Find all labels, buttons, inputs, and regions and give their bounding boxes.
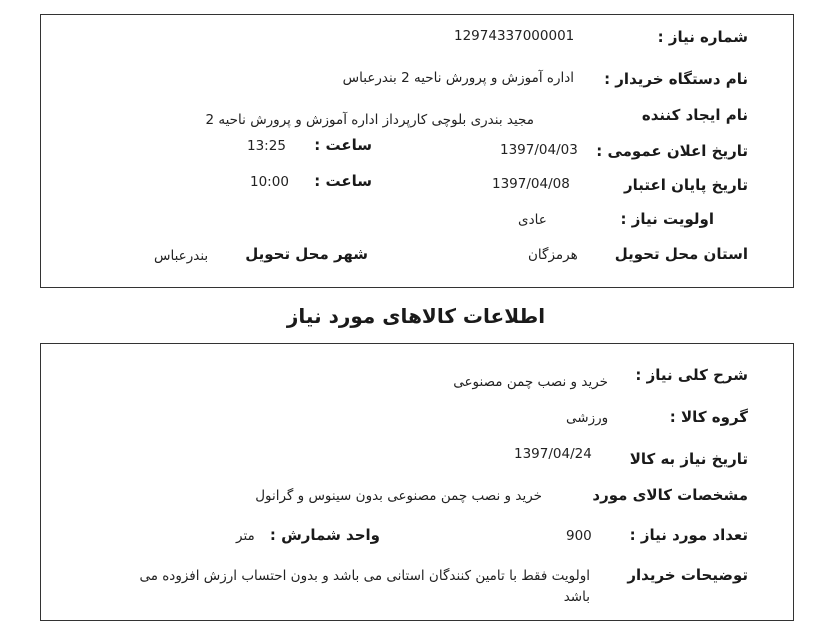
description-value: خرید و نصب چمن مصنوعی: [453, 374, 608, 390]
goods-group-label: گروه کالا :: [669, 408, 748, 426]
buyer-org-value: اداره آموزش و پرورش ناحیه 2 بندرعباس: [342, 70, 574, 86]
description-label: شرح کلی نیاز :: [635, 366, 748, 384]
announce-date-label: تاریخ اعلان عمومی :: [596, 142, 748, 160]
province-value: هرمزگان: [528, 247, 578, 263]
priority-label: اولویت نیاز :: [620, 210, 714, 228]
need-date-label: تاریخ نیاز به کالا: [629, 450, 748, 468]
city-label: شهر محل تحویل: [245, 245, 368, 263]
unit-value: متر: [236, 528, 255, 544]
quantity-value: 900: [566, 528, 592, 544]
section-title: اطلاعات کالاهای مورد نیاز: [286, 304, 546, 328]
announce-time-value: 13:25: [247, 138, 286, 154]
unit-label: واحد شمارش :: [269, 526, 380, 544]
need-date-value: 1397/04/24: [514, 446, 592, 462]
creator-value: مجید بندری بلوچی کارپرداز اداره آموزش و پرورش ناحیه 2: [205, 112, 534, 128]
validity-date-value: 1397/04/08: [492, 176, 570, 192]
announce-time-label: ساعت :: [314, 136, 372, 154]
quantity-label: تعداد مورد نیاز :: [629, 526, 748, 544]
buyer-org-label: نام دستگاه خریدار :: [604, 70, 748, 88]
creator-label: نام ایجاد کننده: [641, 106, 748, 124]
specs-value: خرید و نصب چمن مصنوعی بدون سینوس و گرانول: [255, 488, 542, 504]
announce-date-value: 1397/04/03: [500, 142, 578, 158]
need-number-label: شماره نیاز :: [657, 28, 748, 46]
buyer-notes-label: توضیحات خریدار: [627, 566, 748, 584]
priority-value: عادی: [518, 212, 547, 228]
goods-group-value: ورزشی: [566, 410, 609, 426]
specs-label: مشخصات کالای مورد: [592, 486, 748, 504]
province-label: استان محل تحویل: [614, 245, 748, 263]
buyer-notes-line1: اولویت فقط با تامین کنندگان استانی می باشد و بدون احتساب ارزش افزوده می: [139, 568, 590, 584]
city-value: بندرعباس: [154, 248, 209, 264]
validity-date-label: تاریخ پایان اعتبار: [623, 176, 748, 194]
validity-time-label: ساعت :: [314, 172, 372, 190]
need-number-value: 12974337000001: [454, 28, 575, 44]
validity-time-value: 10:00: [250, 174, 289, 190]
buyer-notes-line2: باشد: [563, 589, 590, 605]
